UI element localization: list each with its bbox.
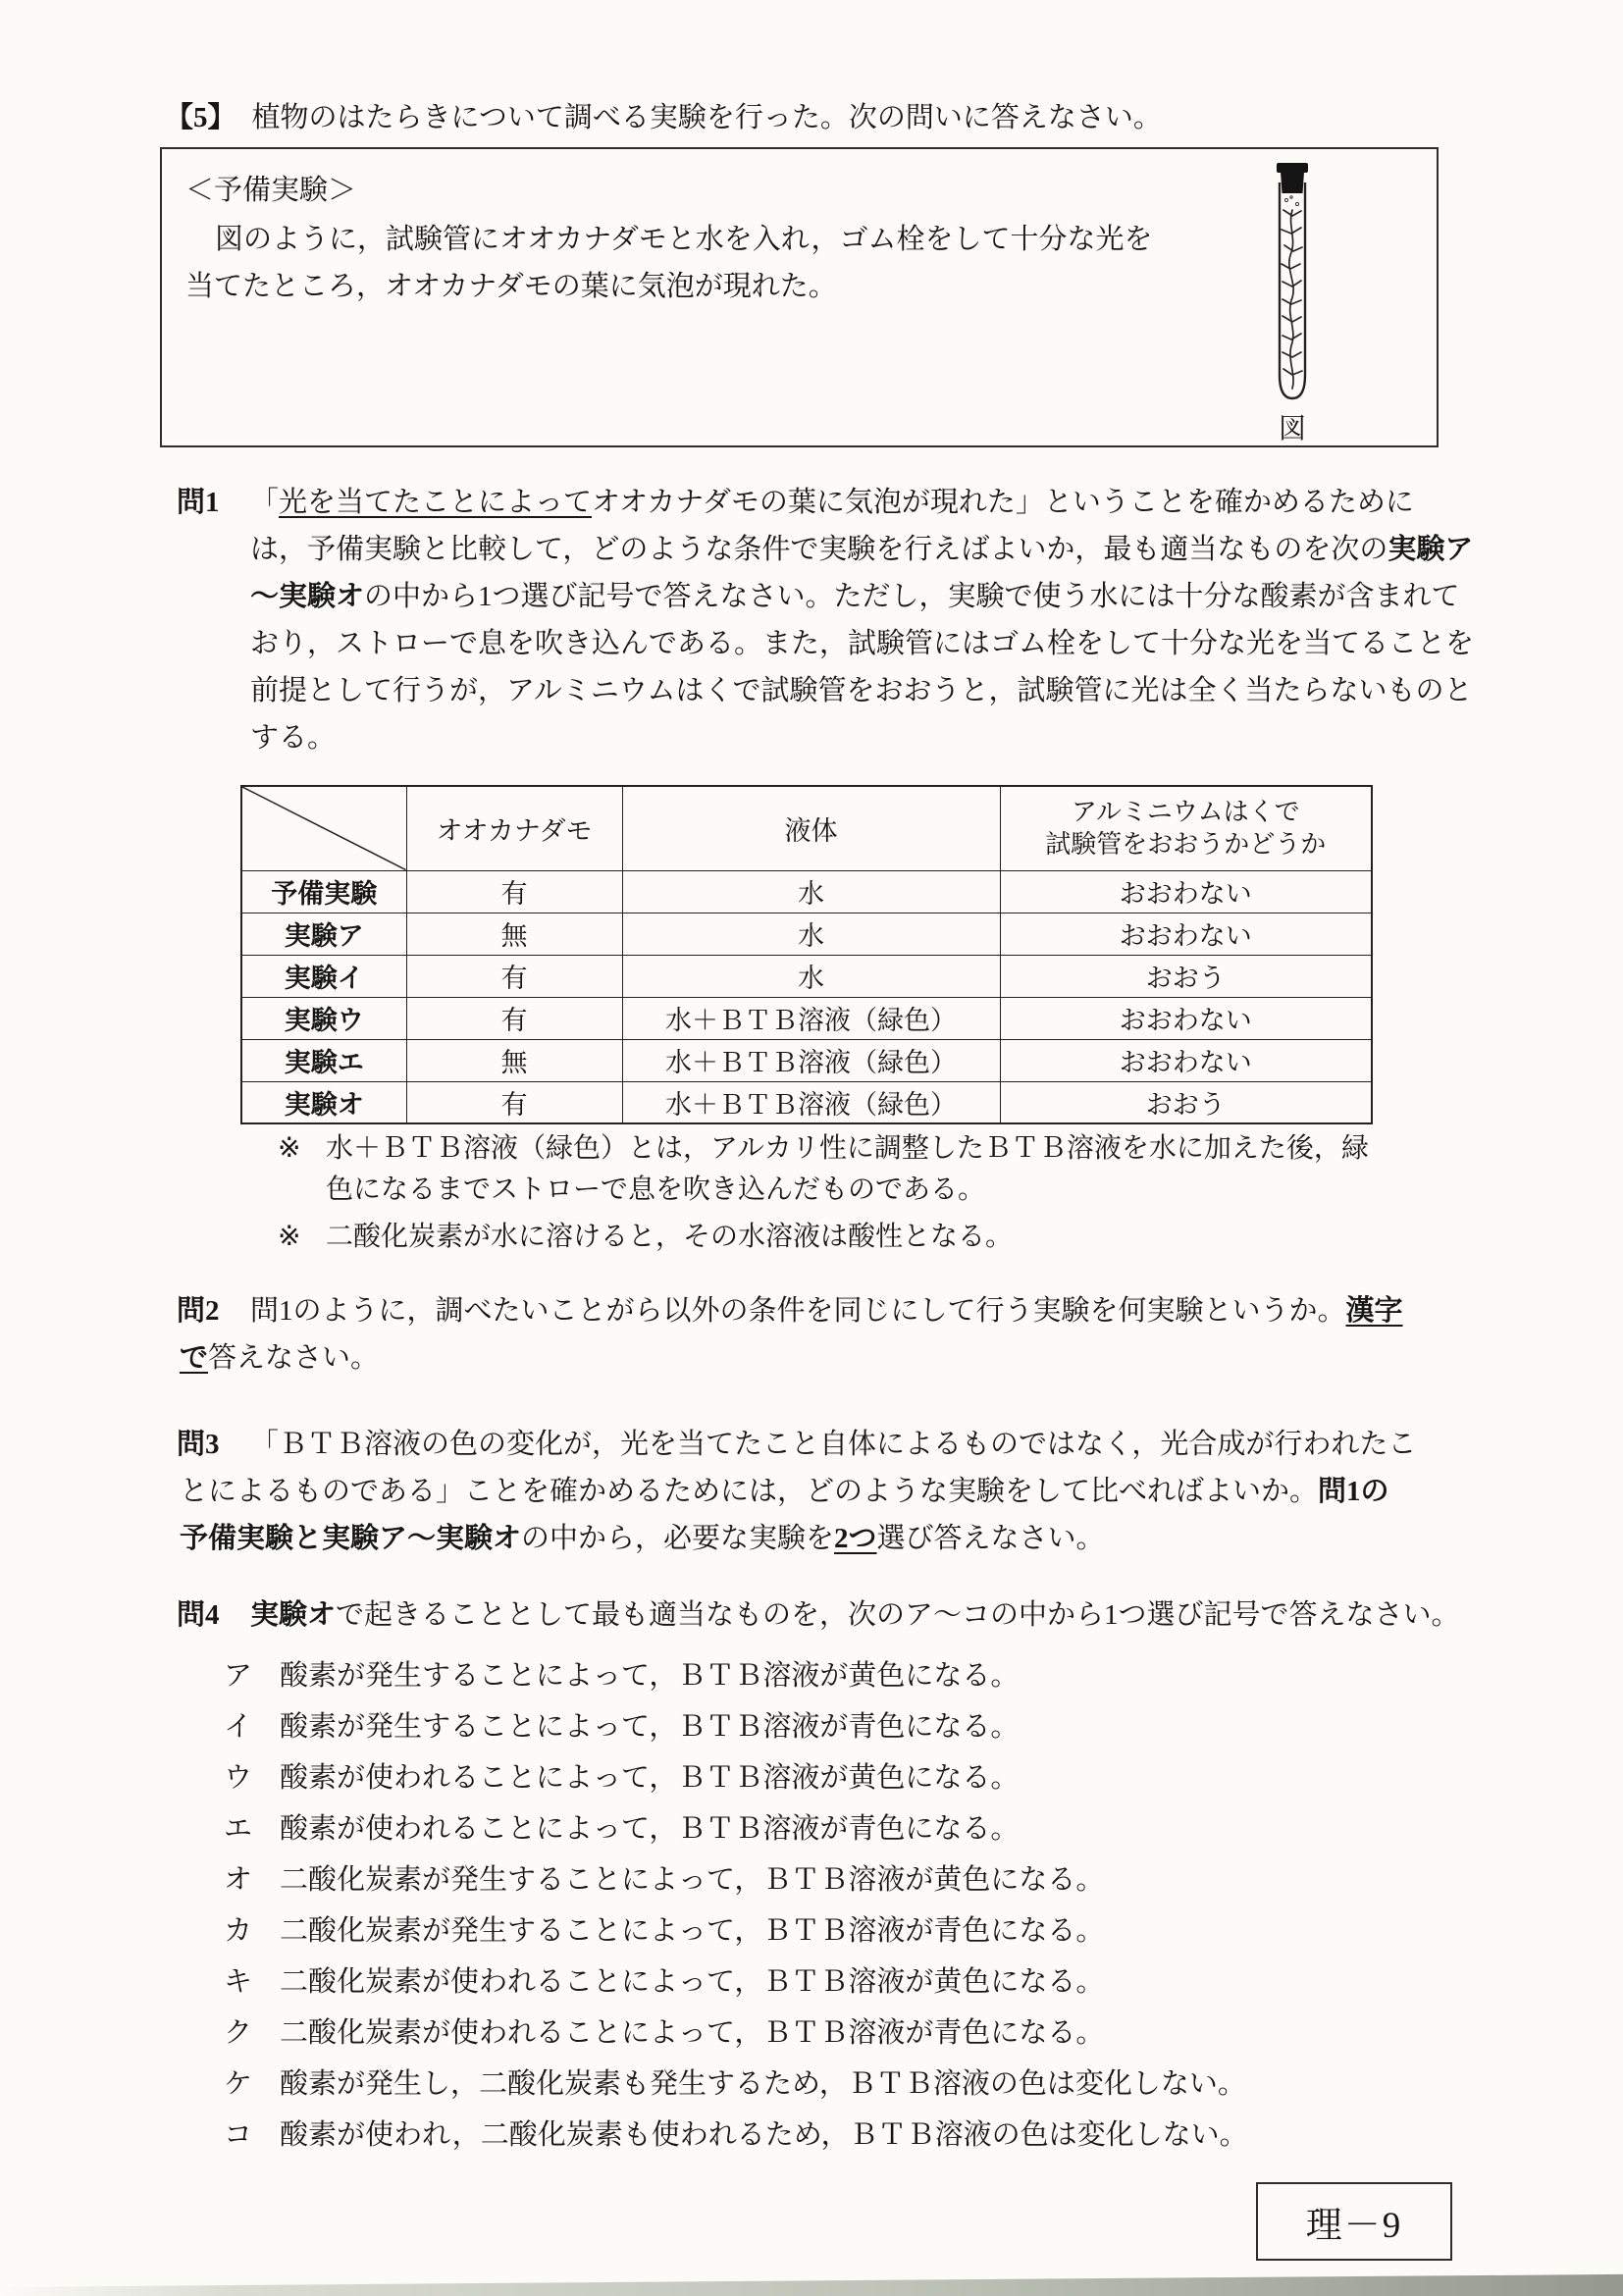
cell-plant: 有 <box>406 870 622 913</box>
q3-l3-bold: 予備実験と実験ア～実験オ <box>180 1523 522 1554</box>
q1-l1-rest: オオカナダモの葉に気泡が現れた」ということを確かめるために <box>592 487 1414 518</box>
q3-l3-rest: 選び答えなさい。 <box>876 1523 1105 1554</box>
test-tube-figure <box>1253 161 1332 444</box>
q4-intro-rest: で起きることとして最も適当なものを，次のア～コの中から1つ選び記号で答えなさい。 <box>336 1599 1460 1631</box>
air-bubbles-icon <box>1284 196 1298 206</box>
q1-line: 前提として行うが，アルミニウムはくで試験管をおおうと，試験管に光は全く当たらないものと <box>250 675 1473 706</box>
question-3-line2 <box>180 1468 1389 1515</box>
option-marker: オ <box>224 1864 253 1896</box>
q2-l2-rest: 答えなさい。 <box>208 1342 380 1374</box>
col-header-foil-line2: 試験管をおおうかどうか <box>1045 829 1327 860</box>
q1-l2-bold: 実験ア <box>1387 534 1474 565</box>
note-1-line1: 水＋ＢＴＢ溶液（緑色）とは，アルカリ性に調整したＢＴＢ溶液を水に加えた後，緑 <box>326 1133 1369 1164</box>
q1-underlined-phrase: 光を当てたことによって <box>279 487 593 518</box>
row-label: 実験エ <box>241 1039 406 1081</box>
option-marker: カ <box>224 1915 253 1947</box>
row-label: 実験イ <box>241 955 406 997</box>
table-header-row <box>241 786 1372 870</box>
cell-liquid: 水＋ＢＴＢ溶液（緑色） <box>622 1081 1000 1123</box>
question-4-options <box>224 1650 1248 2161</box>
cell-liquid: 水 <box>622 955 1000 997</box>
q3-l2-text: とによるものである」ことを確かめるためには，どのような実験をして比べればよいか。 <box>180 1476 1319 1507</box>
question-4-intro <box>250 1592 1460 1639</box>
question-4-option <box>224 1803 1248 1854</box>
q1-l2-text: は，予備実験と比較して，どのような条件で実験を行えばよいか，最も適当なものを次の <box>250 534 1388 565</box>
row-label: 実験ウ <box>241 997 406 1039</box>
cell-liquid: 水＋ＢＴＢ溶液（緑色） <box>622 1039 1000 1081</box>
preliminary-experiment-box <box>160 147 1439 447</box>
page-number-box <box>1256 2182 1452 2261</box>
q1-l3-text: の中から1つ選び記号で答えなさい。ただし，実験で使う水には十分な酸素が含まれて <box>364 581 1460 612</box>
q1-line: おり，ストローで息を吹き込んである。また，試験管にはゴム栓をして十分な光を当てることを <box>250 628 1475 659</box>
note-1-marker: ※ <box>278 1133 301 1164</box>
q2-underline-de: で <box>180 1342 209 1374</box>
question-2-label: 問2 <box>177 1295 220 1327</box>
cell-liquid: 水＋ＢＴＢ溶液（緑色） <box>622 997 1000 1039</box>
table-row <box>241 1039 1372 1081</box>
table-row <box>241 955 1372 997</box>
option-marker: ク <box>224 2017 253 2049</box>
q1-line <box>250 479 1474 526</box>
question-4-option <box>224 2008 1248 2059</box>
note-2-text: 二酸化炭素が水に溶けると，その水溶液は酸性となる。 <box>326 1222 1014 1252</box>
cell-foil: おおう <box>1000 955 1372 997</box>
question-4-option <box>224 1905 1248 1957</box>
cell-plant: 無 <box>406 913 622 955</box>
row-label: 実験オ <box>241 1081 406 1123</box>
experiment-table <box>240 785 1373 1124</box>
option-marker: ウ <box>224 1762 253 1794</box>
question-3-line3 <box>180 1515 1105 1562</box>
preliminary-text-line2: 当てたところ，オオカナダモの葉に気泡が現れた。 <box>185 271 837 302</box>
option-marker: ア <box>224 1660 253 1692</box>
figure-caption: 図 <box>1278 414 1306 444</box>
question-1-text <box>250 479 1474 761</box>
question-4-option <box>224 2059 1248 2110</box>
waterweed-plant-icon <box>1282 210 1302 389</box>
q1-line <box>250 573 1474 620</box>
cell-foil: おおわない <box>1000 870 1372 913</box>
cell-foil: おおわない <box>1000 997 1372 1039</box>
option-text: 二酸化炭素が使われることによって，ＢＴＢ溶液が青色になる。 <box>280 2017 1105 2049</box>
section-header <box>165 94 1162 141</box>
cell-foil: おおわない <box>1000 1039 1372 1081</box>
note-2-marker: ※ <box>278 1222 301 1252</box>
option-marker: ケ <box>224 2068 253 2100</box>
row-label: 実験ア <box>241 913 406 955</box>
note-1-line2: 色になるまでストローで息を吹き込んだものである。 <box>326 1174 986 1205</box>
col-header-foil-line1: アルミニウムはくで <box>1071 797 1300 827</box>
table-row <box>241 870 1372 913</box>
option-text: 酸素が発生することによって，ＢＴＢ溶液が青色になる。 <box>280 1711 1020 1743</box>
option-marker: キ <box>224 1966 253 1998</box>
option-text: 酸素が発生し，二酸化炭素も発生するため，ＢＴＢ溶液の色は変化しない。 <box>280 2068 1246 2100</box>
cell-foil: おおわない <box>1000 913 1372 955</box>
rubber-stopper-icon <box>1277 163 1308 193</box>
cell-liquid: 水 <box>622 913 1000 955</box>
q2-l1-text: 問1のように，調べたいことがら以外の条件を同じにして行う実験を何実験というか。 <box>250 1295 1346 1327</box>
cell-plant: 無 <box>406 1039 622 1081</box>
question-4-label: 問4 <box>177 1599 220 1631</box>
table-row <box>241 1081 1372 1123</box>
q1-line: する。 <box>250 722 337 754</box>
q1-line <box>250 526 1474 573</box>
question-4-option <box>224 2110 1248 2161</box>
question-3-label: 問3 <box>177 1429 220 1460</box>
q1-l3-bold: ～実験オ <box>250 581 365 612</box>
question-2-line1 <box>250 1287 1403 1334</box>
table-row <box>241 913 1372 955</box>
question-2-line2 <box>180 1334 379 1382</box>
q4-intro-bold: 実験オ <box>250 1599 337 1631</box>
option-text: 二酸化炭素が使われることによって，ＢＴＢ溶液が黄色になる。 <box>280 1966 1105 1998</box>
scan-edge-shadow <box>0 2272 1623 2296</box>
question-3-line1: 「ＢＴＢ溶液の色の変化が，光を当てたこと自体によるものではなく，光合成が行われたこ <box>250 1429 1417 1460</box>
section-number: 【5】 <box>165 102 236 133</box>
preliminary-text-line1: 図のように，試験管にオオカナダモと水を入れ，ゴム栓をして十分な光を <box>215 224 1153 255</box>
question-1-label: 問1 <box>177 487 220 518</box>
option-text: 二酸化炭素が発生することによって，ＢＴＢ溶液が青色になる。 <box>280 1915 1105 1947</box>
cell-liquid: 水 <box>622 870 1000 913</box>
option-text: 酸素が使われ，二酸化炭素も使われるため，ＢＴＢ溶液の色は変化しない。 <box>280 2119 1248 2151</box>
cell-plant: 有 <box>406 1081 622 1123</box>
question-4-option <box>224 1957 1248 2008</box>
row-label: 予備実験 <box>241 870 406 913</box>
col-header-plant: オオカナダモ <box>406 786 622 870</box>
option-text: 酸素が使われることによって，ＢＴＢ溶液が黄色になる。 <box>280 1762 1020 1794</box>
question-4-option <box>224 1650 1248 1701</box>
q3-l3-text: の中から，必要な実験を <box>521 1523 835 1554</box>
cell-plant: 有 <box>406 997 622 1039</box>
option-marker: エ <box>224 1813 253 1845</box>
question-4-option <box>224 1701 1248 1752</box>
table-row <box>241 997 1372 1039</box>
section-intro: 植物のはたらきについて調べる実験を行った。次の問いに答えなさい。 <box>251 102 1162 133</box>
col-header-liquid: 液体 <box>622 786 1000 870</box>
cell-plant: 有 <box>406 955 622 997</box>
option-marker: イ <box>224 1711 253 1743</box>
diagonal-line-icon <box>242 787 406 870</box>
q1-open-quote: 「 <box>250 487 280 518</box>
question-4-option <box>224 1752 1248 1803</box>
page-number: 理－9 <box>1305 2206 1403 2246</box>
option-text: 二酸化炭素が発生することによって，ＢＴＢ溶液が黄色になる。 <box>280 1864 1105 1896</box>
col-header-foil <box>1000 786 1372 870</box>
question-4-option <box>224 1854 1248 1905</box>
preliminary-title: ＜予備実験＞ <box>185 175 357 206</box>
table-corner-cell <box>241 786 406 870</box>
option-text: 酸素が発生することによって，ＢＴＢ溶液が黄色になる。 <box>280 1660 1020 1692</box>
option-text: 酸素が使われることによって，ＢＴＢ溶液が青色になる。 <box>280 1813 1020 1845</box>
q3-underline-two: 2つ <box>834 1523 877 1554</box>
cell-foil: おおう <box>1000 1081 1372 1123</box>
q2-underline-kanji: 漢字 <box>1345 1295 1403 1327</box>
q3-l2-bold: 問1の <box>1318 1476 1389 1507</box>
option-marker: コ <box>224 2119 253 2151</box>
test-tube-illustration <box>1261 161 1324 408</box>
